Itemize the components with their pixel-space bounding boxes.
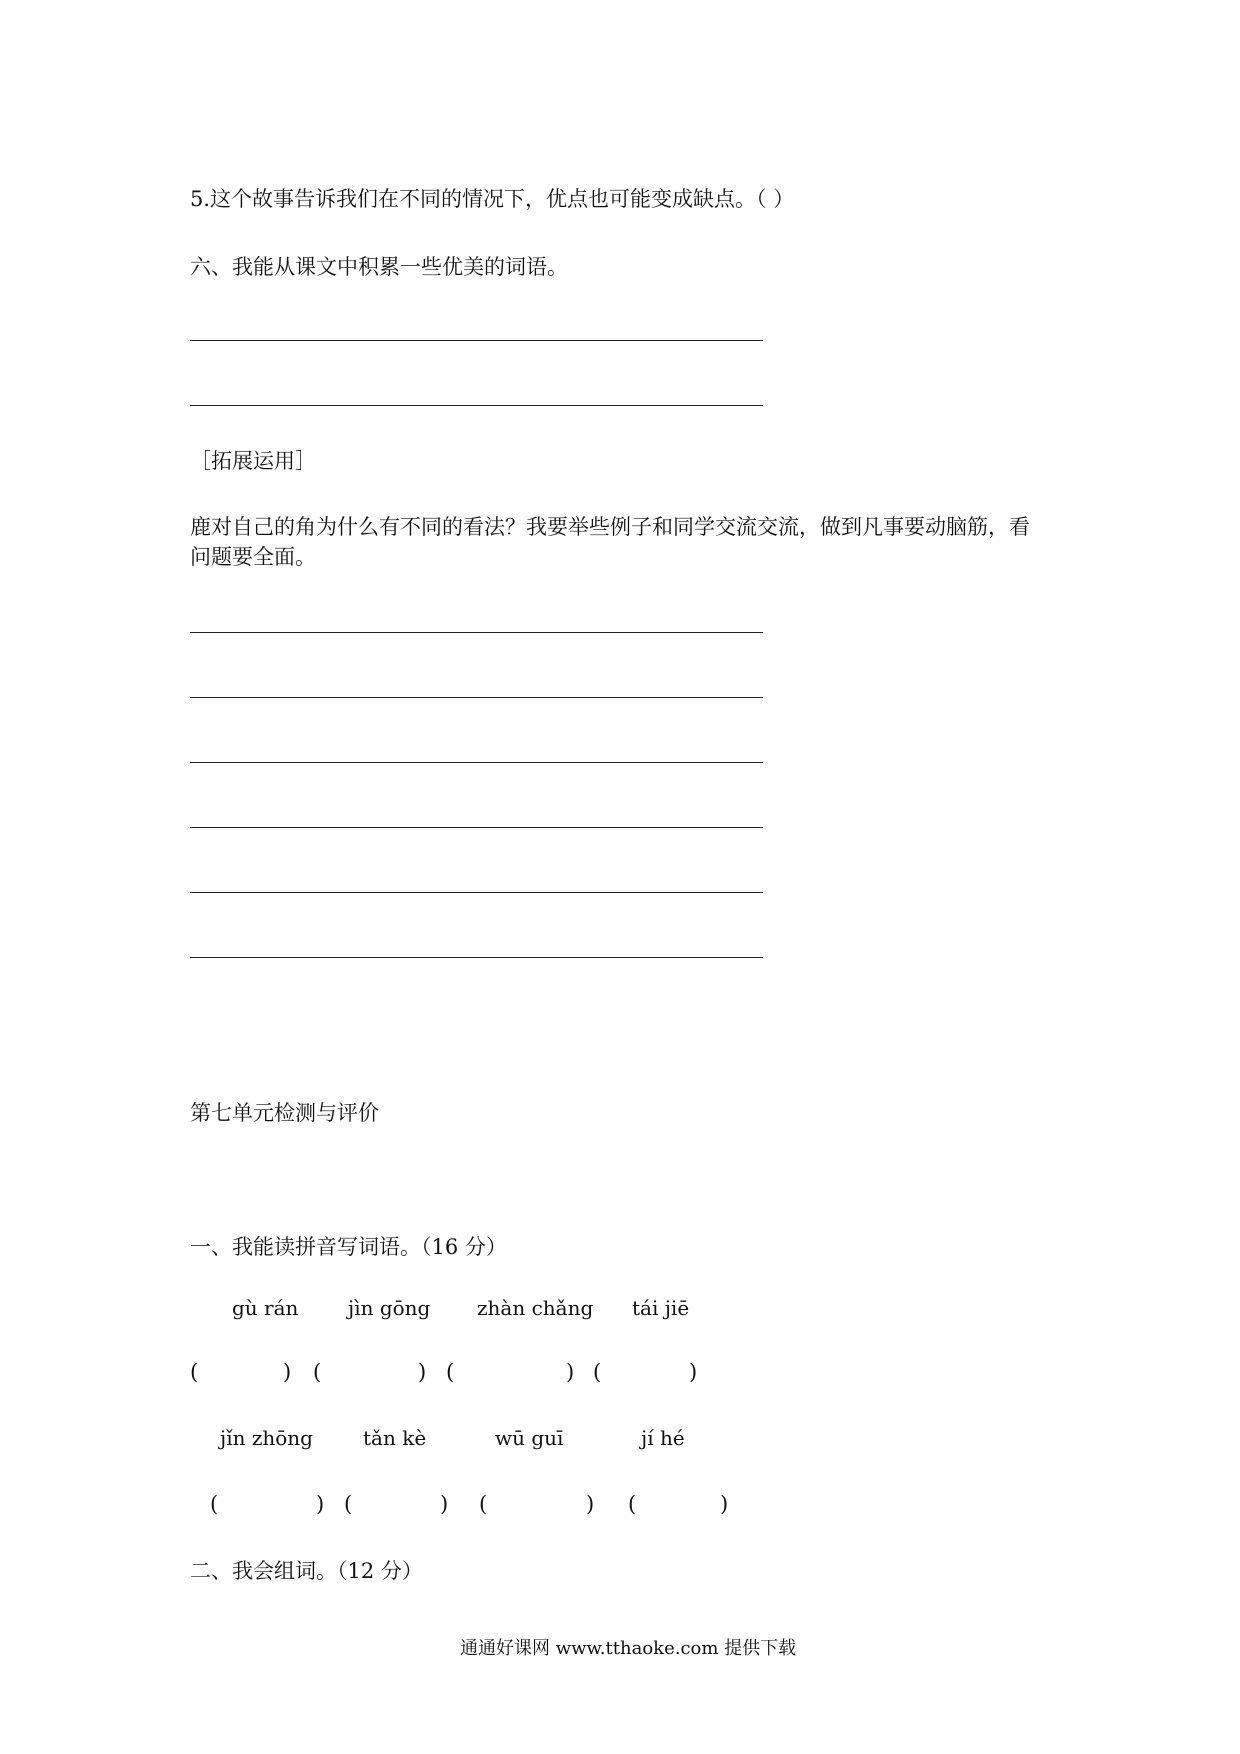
answer-paren-close: ) (418, 1360, 427, 1384)
answer-paren-close: ) (283, 1360, 292, 1384)
pinyin-word: tái jiē (632, 1296, 690, 1320)
answer-line (190, 340, 763, 341)
question-5: 5.这个故事告诉我们在不同的情况下，优点也可能变成缺点。（ ） (190, 187, 795, 211)
pinyin-word: tǎn kè (363, 1426, 427, 1450)
answer-line (190, 957, 763, 958)
unit-title: 第七单元检测与评价 (190, 1101, 379, 1125)
question-6-heading: 六、我能从课文中积累一些优美的词语。 (190, 255, 568, 279)
extend-prompt-line-1: 鹿对自己的角为什么有不同的看法？我要举些例子和同学交流交流，做到凡事要动脑筋，看 (190, 515, 1030, 539)
answer-paren-open: ( (313, 1360, 322, 1384)
pinyin-word: zhàn chǎng (477, 1296, 594, 1320)
answer-paren-open: ( (446, 1360, 455, 1384)
answer-line (190, 632, 763, 633)
answer-paren-close: ) (586, 1492, 595, 1516)
extend-heading: ［拓展运用］ (190, 449, 316, 473)
pinyin-word: gù rán (232, 1296, 299, 1320)
answer-paren-open: ( (593, 1360, 602, 1384)
answer-paren-close: ) (689, 1360, 698, 1384)
answer-paren-open: ( (628, 1492, 637, 1516)
pinyin-word: wū guī (495, 1426, 564, 1450)
question-1-heading: 一、我能读拼音写词语。（16 分） (190, 1235, 507, 1259)
answer-line (190, 827, 763, 828)
question-2-heading: 二、我会组词。（12 分） (190, 1559, 423, 1583)
answer-paren-open: ( (344, 1492, 353, 1516)
pinyin-word: jǐn zhōng (220, 1426, 313, 1450)
answer-line (190, 762, 763, 763)
extend-prompt-line-2: 问题要全面。 (190, 545, 316, 569)
answer-paren-open: ( (210, 1492, 219, 1516)
answer-line (190, 405, 763, 406)
answer-paren-close: ) (566, 1360, 575, 1384)
answer-paren-close: ) (720, 1492, 729, 1516)
pinyin-word: jìn gōng (348, 1296, 431, 1320)
answer-line (190, 697, 763, 698)
footer-source: 通通好课网 www.tthaoke.com 提供下载 (460, 1638, 797, 1659)
answer-paren-open: ( (190, 1360, 199, 1384)
pinyin-word: jí hé (641, 1426, 685, 1450)
answer-paren-close: ) (316, 1492, 325, 1516)
answer-line (190, 892, 763, 893)
answer-paren-close: ) (440, 1492, 449, 1516)
answer-paren-open: ( (479, 1492, 488, 1516)
